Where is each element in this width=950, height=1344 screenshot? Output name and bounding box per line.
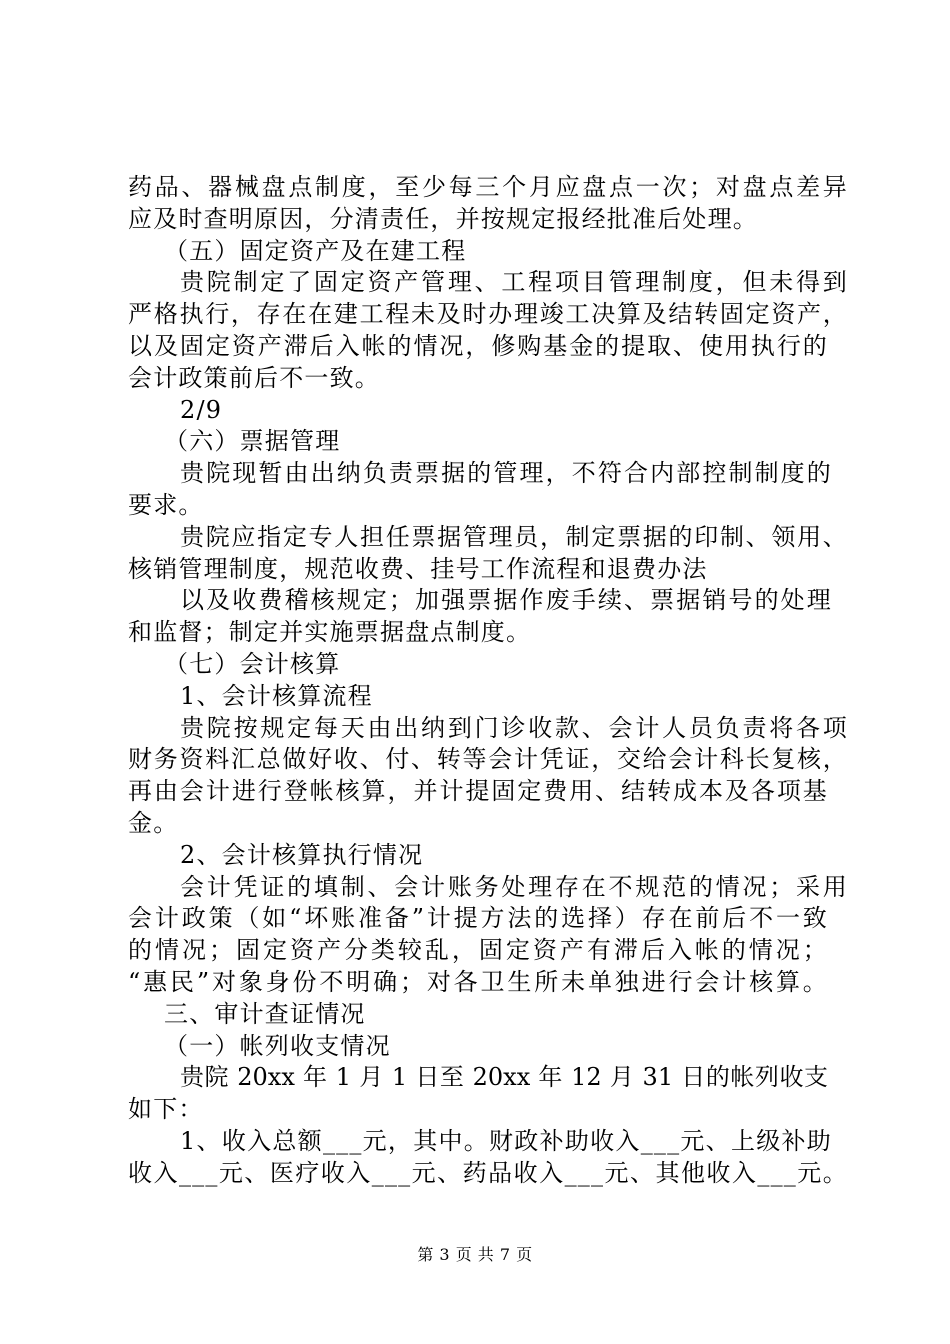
section-heading: （六）票据管理 [164, 427, 341, 456]
body-text [128, 172, 848, 1190]
text-line: 会计凭证的填制、会计账务处理存在不规范的情况；采用 [180, 872, 848, 901]
text-line: 收入___元、医疗收入___元、药品收入___元、其他收入___元。 [128, 1158, 848, 1187]
section-heading: 三、审计查证情况 [164, 999, 366, 1028]
text-line: 以及收费稽核规定；加强票据作废手续、票据销号的处理 [180, 586, 832, 615]
text-line: 严格执行，存在在建工程未及时办理竣工决算及结转固定资产， [128, 300, 848, 329]
text-line: 以及固定资产滞后入帐的情况，修购基金的提取、使用执行的 [128, 331, 828, 360]
text-line: 贵院按规定每天由出纳到门诊收款、会计人员负责将各项 [180, 713, 848, 742]
subsection-heading: 1、会计核算流程 [180, 681, 373, 710]
text-line: 金。 [128, 808, 179, 837]
text-line: 财务资料汇总做好收、付、转等会计凭证，交给会计科长复核， [128, 745, 848, 774]
text-line: 药品、器械盘点制度，至少每三个月应盘点一次；对盘点差异 [128, 173, 848, 201]
text-line: 应及时查明原因，分清责任，并按规定报经批准后处理。 [128, 204, 758, 233]
text-line: 会计政策（如“坏账准备”计提方法的选择）存在前后不一致 [128, 904, 828, 933]
text-line: 贵院 20xx 年 1 月 1 日至 20xx 年 12 月 31 日的帐列收支 [180, 1063, 828, 1092]
text-line: 如下： [128, 1095, 204, 1124]
text-line: “惠民”对象身份不明确；对各卫生所未单独进行会计核算。 [128, 967, 828, 996]
text-line: 的情况；固定资产分类较乱，固定资产有滞后入帐的情况； [128, 936, 828, 965]
subsection-heading: 2、会计核算执行情况 [180, 840, 424, 869]
page-fraction: 2/9 [180, 395, 223, 424]
text-line: 和监督；制定并实施票据盘点制度。 [128, 618, 532, 647]
text-line: 要求。 [128, 490, 204, 519]
text-line: 贵院现暂由出纳负责票据的管理，不符合内部控制制度的 [180, 459, 832, 488]
text-line: 会计政策前后不一致。 [128, 363, 380, 392]
section-heading: （七）会计核算 [164, 649, 341, 678]
section-heading: （五）固定资产及在建工程 [164, 236, 467, 265]
text-line: 再由会计进行登帐核算，并计提固定费用、结转成本及各项基 [128, 777, 828, 806]
text-line: 贵院应指定专人担任票据管理员，制定票据的印制、领用、 [180, 522, 848, 551]
text-line: 核销管理制度，规范收费、挂号工作流程和退费办法 [128, 554, 708, 583]
page-footer: 第 3 页 共 7 页 [417, 1245, 533, 1264]
text-line: 贵院制定了固定资产管理、工程项目管理制度，但未得到 [180, 268, 848, 297]
section-heading: （一）帐列收支情况 [164, 1031, 391, 1060]
text-line: 1、收入总额___元，其中。财政补助收入___元、上级补助 [180, 1126, 832, 1155]
